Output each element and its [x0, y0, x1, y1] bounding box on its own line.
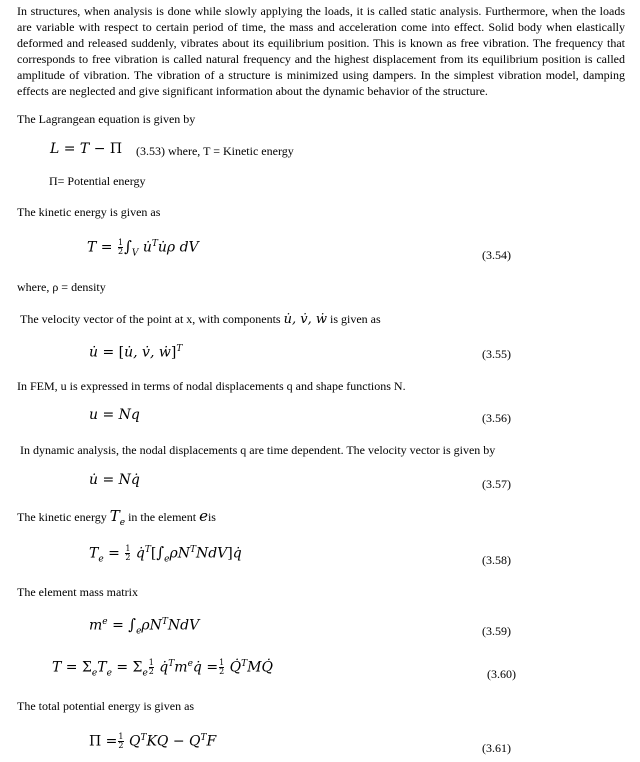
mass-matrix-text: The element mass matrix — [17, 585, 138, 599]
intro-paragraph: In structures, when analysis is done while slowly applying the loads, it is called static analysis. Furthermore, when the loads are variable with respect to certain period of time, the mass and acceleration come into effect. Solid body when elastically deformed and released suddenly, vibrates about its equilibrium position. This is known as free vibration. The frequency that corresponds to free vibration is called natural frequency and the highest displacement from its equilibrium position is called amplitude of vibration. The vibration of a structure is minimized using dampers. In the simplest vibration model, damping effects are neglected and give significant information about the dynamic behavior of the structure. — [17, 4, 625, 98]
te-symbol: $T_e$ — [109, 507, 126, 528]
velocity-components: u̇, v̇, ẇ — [283, 312, 327, 327]
equation-3-59: $m^e = \int_e\rho N^TNdV$ — [89, 615, 200, 637]
equation-3-56: u = Nq — [89, 407, 140, 423]
eq358-number: (3.58) — [482, 553, 511, 567]
element-ke-b: in the element — [128, 510, 197, 524]
velocity-intro-a: The velocity vector of the point at x, with components — [20, 312, 281, 326]
equation-3-54: T = $\frac{1}{2}$ $\int_V$ u̇$^T$u̇ρ dV — [87, 237, 199, 259]
e-symbol: e — [199, 507, 208, 525]
equation-3-53: L = T − Π — [50, 141, 123, 157]
eq361-number: (3.61) — [482, 741, 511, 755]
element-kinetic-intro — [17, 508, 216, 531]
lagrangean-intro: The Lagrangean equation is given by — [17, 112, 196, 126]
velocity-intro — [20, 311, 381, 328]
kinetic-intro: The kinetic energy is given as — [17, 205, 161, 219]
equation-3-57: u̇ = Nq̇ — [89, 472, 140, 488]
equation-3-60: $T = \Sigma_eT_e = \Sigma_e$ $\frac{1}{2}$ $q̇^Tm^eq̇$ = $\frac{1}{2}$ Q̇$^T$MQ̇ — [52, 658, 273, 679]
eq356-number: (3.56) — [482, 411, 511, 425]
eq359-number: (3.59) — [482, 624, 511, 638]
total-pe-text: The total potential energy is given as — [17, 699, 195, 713]
element-ke-c: is — [207, 510, 216, 524]
equation-3-61: Π = $\frac{1}{2}$ $Q^TKQ - Q^TF$ — [89, 732, 217, 751]
fem-text: In FEM, u is expressed in terms of nodal displacements q and shape functions N. — [17, 379, 406, 393]
eq360-number: (3.60) — [487, 667, 516, 681]
velocity-intro-b: is given as — [329, 312, 381, 326]
eq354-number: (3.54) — [482, 248, 511, 262]
dynamic-text: In dynamic analysis, the nodal displacements q are time dependent. The velocity vector is given by — [20, 443, 496, 457]
equation-3-58: $T_e$ = $\frac{1}{2}$ $q̇^T[\int_e\rho N^TNdV]q̇$ — [89, 543, 242, 565]
element-ke-a: The kinetic energy — [17, 510, 107, 524]
equation-3-55: u̇ = [u̇, v̇, ẇ]$^T$ — [89, 344, 183, 361]
density-label: where, ρ = density — [17, 280, 106, 294]
eq355-number: (3.55) — [482, 347, 511, 361]
eq357-number: (3.57) — [482, 477, 511, 491]
potential-label: Π= Potential energy — [49, 174, 146, 188]
eq353-label: (3.53) where, T = Kinetic energy — [136, 144, 294, 158]
